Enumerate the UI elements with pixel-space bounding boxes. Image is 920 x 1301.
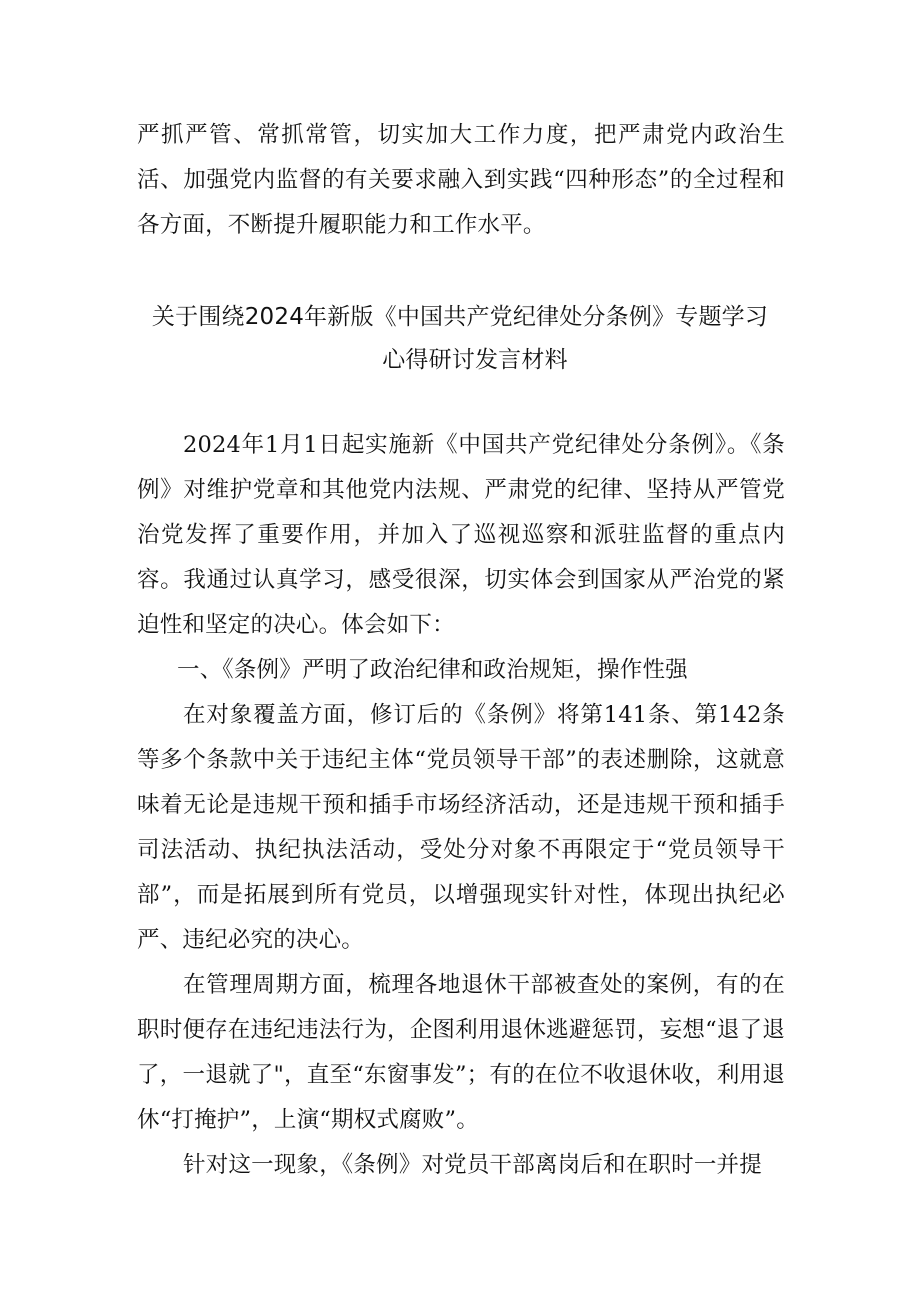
document-title-line-1: 关于围绕2024年新版《中国共产党纪律处分条例》专题学习 — [151, 304, 769, 330]
section-heading-1: 一、《条例》严明了政治纪律和政治规矩，操作性强 — [177, 657, 688, 683]
body-paragraph-3: 在管理周期方面，梳理各地退休干部被查处的案例，有的在职时便存在违纪违法行为，企图利用退休逃避惩罚，妄想“退了退了，一退就了"，直至“东窗事发”；有的在位不收退休收，利用退休“打掩护”，上演“期权式腐败”。 — [137, 972, 785, 1133]
body-paragraph-2: 在对象覆盖方面，修订后的《条例》将第141条、第142条等多个条款中关于违纪主体“党员领导干部”的表述删除，这就意味着无论是违规干预和插手市场经济活动，还是违规干预和插手司法活动、执纪执法活动，受处分对象不再限定于“党员领导干部”，而是拓展到所有党员，以增强现实针对性，体现出执纪必严、违纪必究的决心。 — [137, 702, 785, 953]
intro-paragraph: 严抓严管、常抓常管，切实加大工作力度，把严肃党内政治生活、加强党内监督的有关要求融入到实践“四种形态”的全过程和各方面，不断提升履职能力和工作水平。 — [137, 122, 785, 238]
body-paragraph-1: 2024年1月1日起实施新《中国共产党纪律处分条例》。《条例》对维护党章和其他党内法规、严肃党的纪律、坚持从严管党治党发挥了重要作用，并加入了巡视巡察和派驻监督的重点内容。我通过认真学习，感受很深，切实体会到国家从严治党的紧迫性和坚定的决心。体会如下： — [137, 432, 785, 638]
body-paragraph-4: 针对这一现象，《条例》对党员干部离岗后和在职时一并提 — [183, 1152, 762, 1178]
document-title-line-2: 心得研讨发言材料 — [382, 347, 568, 373]
